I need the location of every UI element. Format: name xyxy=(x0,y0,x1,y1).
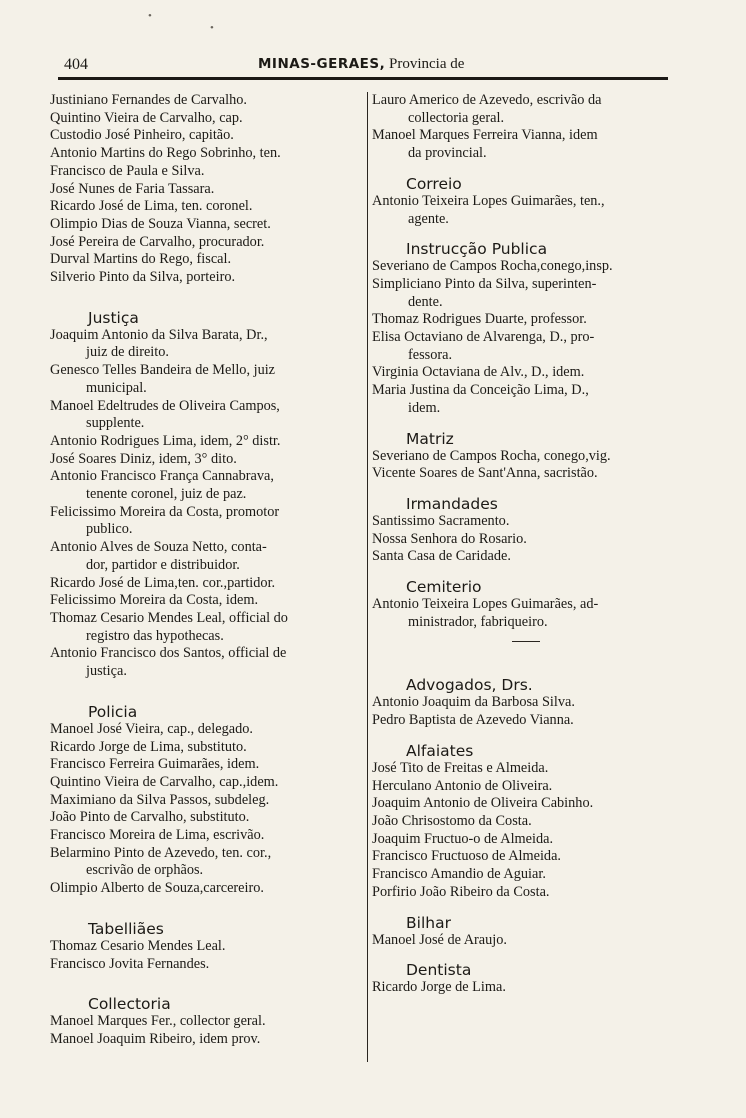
directory-entry: Silverio Pinto da Silva, porteiro. xyxy=(50,269,236,286)
directory-entry: Durval Martins do Rego, fiscal. xyxy=(50,251,232,268)
section-heading: Correio xyxy=(406,174,462,193)
section-heading: Instrucção Publica xyxy=(406,240,548,259)
directory-entry: Vicente Soares de Sant'Anna, sacristão. xyxy=(372,465,598,482)
spacer xyxy=(372,730,690,742)
directory-entry: Joaquim Antonio da Silva Barata, Dr., xyxy=(50,326,268,343)
directory-entry: Manoel Joaquim Ribeiro, idem prov. xyxy=(50,1030,261,1047)
directory-entry: Justiniano Fernandes de Carvalho. xyxy=(50,92,247,108)
entry-continuation: dente. xyxy=(408,293,443,310)
directory-entry: Olimpio Alberto de Souza,carcereiro. xyxy=(50,880,264,897)
entry-continuation: collectoria geral. xyxy=(408,109,505,126)
directory-entry: Belarmino Pinto de Azevedo, ten. cor., xyxy=(50,844,272,861)
section-heading: Tabelliães xyxy=(88,919,164,938)
header-rule xyxy=(58,77,668,80)
spacer xyxy=(50,898,366,920)
directory-entry: Manoel Marques Ferreira Vianna, idem xyxy=(372,127,598,144)
directory-entry: Antonio Martins do Rego Sobrinho, ten. xyxy=(50,145,281,162)
directory-entry: Manoel Edeltrudes de Oliveira Campos, xyxy=(50,397,280,414)
section-heading: Justiça xyxy=(88,308,139,327)
directory-entry: Genesco Telles Bandeira de Mello, juiz xyxy=(50,362,276,379)
column-divider xyxy=(367,92,368,1062)
directory-entry: Antonio Francisco França Cannabrava, xyxy=(50,468,274,485)
section-heading: Matriz xyxy=(406,429,454,448)
entry-continuation: ministrador, fabriqueiro. xyxy=(408,613,548,630)
province-title: MINAS-GERAES, xyxy=(258,56,386,72)
left-column xyxy=(50,92,366,1049)
spacer xyxy=(50,973,366,995)
directory-entry: Maximiano da Silva Passos, subdeleg. xyxy=(50,791,270,808)
running-title xyxy=(258,56,464,73)
directory-entry: José Nunes de Faria Tassara. xyxy=(50,180,215,197)
spacer xyxy=(372,163,690,175)
page-number: 404 xyxy=(64,56,88,73)
section-heading: Cemiterio xyxy=(406,578,482,597)
spacer xyxy=(372,949,690,961)
directory-entry: Elisa Octaviano de Alvarenga, D., pro- xyxy=(372,329,595,346)
directory-entry: Simpliciano Pinto da Silva, superinten- xyxy=(372,275,597,292)
directory-entry: Thomaz Cesario Mendes Leal, official do xyxy=(50,609,288,626)
directory-entry: Joaquim Fructuo-o de Almeida. xyxy=(372,830,554,847)
directory-entry: Manoel José Vieira, cap., delegado. xyxy=(50,720,253,737)
directory-entry: Thomaz Cesario Mendes Leal. xyxy=(50,937,226,954)
section-heading: Policia xyxy=(88,702,138,721)
directory-entry: Manoel José de Araujo. xyxy=(372,931,507,948)
directory-entry: Francisco de Paula e Silva. xyxy=(50,162,205,179)
spacer xyxy=(372,418,690,430)
directory-entry: Antonio Alves de Souza Netto, conta- xyxy=(50,539,267,556)
directory-entry: Santa Casa de Caridade. xyxy=(372,548,511,565)
spacer xyxy=(372,642,690,676)
directory-entry: Antonio Rodrigues Lima, idem, 2° distr. xyxy=(50,432,281,449)
entry-continuation: publico. xyxy=(86,521,133,538)
directory-entry: Ricardo José de Lima, ten. coronel. xyxy=(50,198,253,215)
directory-entry: Antonio Teixeira Lopes Guimarães, ten., xyxy=(372,192,605,209)
spacer xyxy=(372,228,690,240)
section-heading: Advogados, Drs. xyxy=(406,676,533,695)
directory-entry: Francisco Ferreira Guimarães, idem. xyxy=(50,756,260,773)
directory-entry: Nossa Senhora do Rosario. xyxy=(372,530,527,547)
directory-entry: Ricardo Jorge de Lima, substituto. xyxy=(50,738,247,755)
directory-entry: Felicissimo Moreira da Costa, promotor xyxy=(50,503,280,520)
directory-entry: Francisco Amandio de Aguiar. xyxy=(372,866,546,883)
entry-continuation: justiça. xyxy=(86,663,127,680)
entry-continuation: escrivão de orphãos. xyxy=(86,862,204,879)
entry-continuation: fessora. xyxy=(408,346,453,363)
entry-continuation: idem. xyxy=(408,399,441,416)
section-heading: Bilhar xyxy=(406,913,451,932)
directory-entry: João Chrisostomo da Costa. xyxy=(372,812,532,829)
directory-entry: Severiano de Campos Rocha, conego,vig. xyxy=(372,447,611,464)
directory-entry: João Pinto de Carvalho, substituto. xyxy=(50,809,250,826)
directory-entry: Virginia Octaviana de Alv., D., idem. xyxy=(372,364,585,381)
directory-entry: Herculano Antonio de Oliveira. xyxy=(372,777,553,794)
directory-entry: Francisco Moreira de Lima, escrivão. xyxy=(50,827,265,844)
directory-entry: Ricardo José de Lima,ten. cor.,partidor. xyxy=(50,574,276,591)
directory-entry: Severiano de Campos Rocha,conego,insp. xyxy=(372,258,613,275)
entry-continuation: registro das hypothecas. xyxy=(86,627,224,644)
directory-entry: Antonio Francisco dos Santos, official de xyxy=(50,645,287,662)
directory-entry: Antonio Joaquim da Barbosa Silva. xyxy=(372,694,575,711)
section-heading: Alfaiates xyxy=(406,741,474,760)
ink-speck: • xyxy=(148,10,152,22)
spacer xyxy=(50,681,366,703)
directory-entry: Thomaz Rodrigues Duarte, professor. xyxy=(372,311,587,328)
directory-entry: Francisco Jovita Fernandes. xyxy=(50,955,210,972)
directory-entry: Quintino Vieira de Carvalho, cap.,idem. xyxy=(50,773,279,790)
directory-entry: Felicissimo Moreira da Costa, idem. xyxy=(50,592,259,609)
directory-entry: Pedro Baptista de Azevedo Vianna. xyxy=(372,712,574,729)
ink-speck: • xyxy=(210,22,214,34)
directory-entry: José Tito de Freitas e Almeida. xyxy=(372,759,549,776)
section-heading: Collectoria xyxy=(88,995,171,1014)
entry-continuation: da provincial. xyxy=(408,145,487,162)
directory-entry: Santissimo Sacramento. xyxy=(372,512,510,529)
directory-entry: Antonio Teixeira Lopes Guimarães, ad- xyxy=(372,596,599,613)
entry-continuation: juiz de direito. xyxy=(86,344,169,361)
entry-continuation: supplente. xyxy=(86,415,145,432)
spacer xyxy=(372,483,690,495)
section-heading: Irmandades xyxy=(406,494,498,513)
directory-entry: Olimpio Dias de Souza Vianna, secret. xyxy=(50,215,271,232)
right-column xyxy=(372,92,690,997)
directory-entry: Quintino Vieira de Carvalho, cap. xyxy=(50,109,243,126)
directory-entry: José Pereira de Carvalho, procurador. xyxy=(50,233,265,250)
spacer xyxy=(50,287,366,309)
directory-entry: Francisco Fructuoso de Almeida. xyxy=(372,848,562,865)
directory-entry: Porfirio João Ribeiro da Costa. xyxy=(372,883,550,900)
directory-entry: José Soares Diniz, idem, 3° dito. xyxy=(50,450,237,467)
section-heading: Dentista xyxy=(406,961,472,980)
entry-continuation: dor, partidor e distribuidor. xyxy=(86,556,240,573)
spacer xyxy=(372,902,690,914)
directory-entry: Maria Justina da Conceição Lima, D., xyxy=(372,382,589,399)
directory-entry: Lauro Americo de Azevedo, escrivão da xyxy=(372,92,602,108)
page-header xyxy=(58,56,668,78)
entry-continuation: municipal. xyxy=(86,379,147,396)
title-suffix: Provincia de xyxy=(389,56,465,72)
entry-continuation: agente. xyxy=(408,210,449,227)
directory-entry: Joaquim Antonio de Oliveira Cabinho. xyxy=(372,795,594,812)
directory-entry: Manoel Marques Fer., collector geral. xyxy=(50,1013,266,1030)
directory-entry: Custodio José Pinheiro, capitão. xyxy=(50,127,234,144)
entry-continuation: tenente coronel, juiz de paz. xyxy=(86,486,247,503)
spacer xyxy=(372,566,690,578)
directory-entry: Ricardo Jorge de Lima. xyxy=(372,979,506,996)
